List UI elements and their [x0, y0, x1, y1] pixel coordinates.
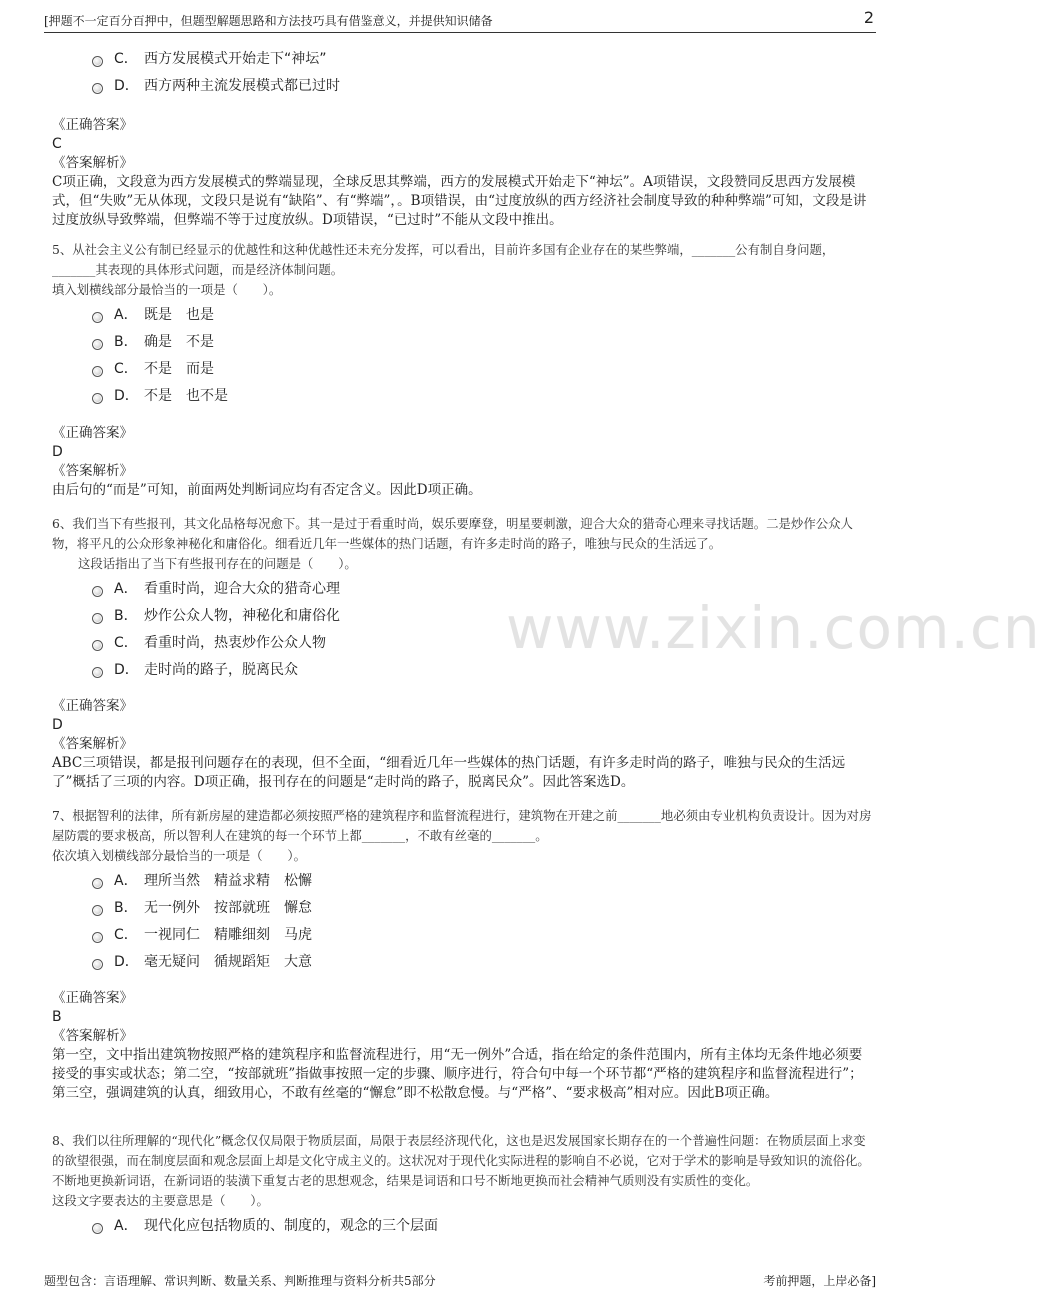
option-text: 一视同仁 精雕细刻 马虎: [144, 927, 312, 943]
option-row[interactable]: [52, 329, 872, 356]
answer-value: B: [52, 1009, 62, 1025]
option-row[interactable]: [52, 73, 872, 100]
analysis-text: 由后句的“而是”可知，前面两处判断词应均有否定含义。因此D项正确。: [52, 482, 482, 498]
radio-button-icon[interactable]: [92, 393, 103, 404]
option-label: B．: [114, 608, 138, 624]
option-row[interactable]: [52, 302, 872, 329]
option-label: A．: [114, 307, 138, 323]
question-6: [52, 514, 872, 684]
option-row[interactable]: [52, 630, 872, 657]
answer-label: 《正确答案》: [52, 698, 133, 714]
option-text: 看重时尚，热衷炒作公众人物: [144, 635, 326, 651]
option-label: A．: [114, 581, 138, 597]
option-label: A．: [114, 873, 138, 889]
question-8: [52, 1131, 872, 1240]
option-text: 看重时尚，迎合大众的猎奇心理: [144, 581, 340, 597]
answer-label: 《正确答案》: [52, 117, 133, 133]
q5-answer-block: [52, 424, 872, 500]
option-row[interactable]: [52, 949, 872, 976]
option-text: 无一例外 按部就班 懈怠: [144, 900, 312, 916]
option-text: 理所当然 精益求精 松懈: [144, 873, 312, 889]
q5-stem: 5、从社会主义公有制已经显示的优越性和这种优越性还未充分发挥，可以看出，目前许多国有企业存在的某些弊端，_______公有制自身问题，_______其表现的具体形式问题，而是经济体制问题。: [52, 242, 835, 277]
option-text: 西方两种主流发展模式都已过时: [144, 78, 340, 94]
page-number: 2: [863, 8, 874, 27]
radio-button-icon[interactable]: [92, 56, 103, 67]
q8-options: [52, 1213, 872, 1240]
answer-value: D: [52, 717, 63, 733]
q5-options: [52, 302, 872, 410]
answer-label: 《正确答案》: [52, 990, 133, 1006]
watermark: www.zixin.com.cn: [506, 594, 1041, 662]
q7-options: [52, 868, 872, 976]
question-5: [52, 240, 872, 410]
option-label: C．: [114, 51, 138, 67]
q6-answer-block: [52, 697, 872, 792]
q4-answer-block: [52, 116, 872, 230]
q5-prompt: 填入划横线部分最恰当的一项是（ ）。: [52, 282, 282, 297]
radio-button-icon[interactable]: [92, 339, 103, 350]
footer-left: 题型包含：言语理解、常识判断、数量关系、判断推理与资料分析共5部分: [44, 1274, 436, 1288]
option-text: 现代化应包括物质的、制度的，观念的三个层面: [144, 1218, 438, 1234]
option-label: A．: [114, 1218, 138, 1234]
option-label: D．: [114, 954, 139, 970]
option-label: D．: [114, 662, 139, 678]
radio-button-icon[interactable]: [92, 667, 103, 678]
radio-button-icon[interactable]: [92, 613, 103, 624]
option-row[interactable]: [52, 868, 872, 895]
option-label: D．: [114, 388, 139, 404]
option-row[interactable]: [52, 922, 872, 949]
radio-button-icon[interactable]: [92, 878, 103, 889]
q4-options: [52, 46, 872, 100]
radio-button-icon[interactable]: [92, 959, 103, 970]
radio-button-icon[interactable]: [92, 905, 103, 916]
analysis-label: 《答案解析》: [52, 1028, 133, 1044]
footer-right: 考前押题，上岸必备]: [763, 1274, 876, 1288]
option-row[interactable]: [52, 603, 872, 630]
option-label: B．: [114, 334, 138, 350]
q7-answer-block: [52, 989, 872, 1103]
analysis-label: 《答案解析》: [52, 463, 133, 479]
radio-button-icon[interactable]: [92, 1223, 103, 1234]
q8-stem: 8、我们以往所理解的“现代化”概念仅仅局限于物质层面，局限于表层经济现代化，这也是迟发展国家长期存在的一个普遍性问题：在物质层面上求变的欲望很强，而在制度层面和观念层面上却是文化守成主义的。这状况对于现代化实际进程的影响自不必说，它对于学术的影响是导致知识的流俗化。不断地更换新词语，在新词语的装潢下重复古老的思想观念，结果是词语和口号不断地更换而社会精神气质则没有实质性的变化。: [52, 1133, 870, 1188]
option-text: 走时尚的路子，脱离民众: [144, 662, 298, 678]
option-text: 西方发展模式开始走下“神坛”: [144, 51, 327, 67]
option-text: 既是 也是: [144, 307, 214, 323]
question-4-tail: [52, 44, 872, 100]
analysis-text: 第一空，文中指出建筑物按照严格的建筑程序和监督流程进行，用“无一例外”合适，指在给定的条件范围内，所有主体均无条件地必须要接受的事实或状态；第二空，“按部就班”指做事按照一定的步骤、顺序进行，符合句中每一个环节都“严格的建筑程序和监督流程进行”；第三空，强调建筑的认真，细致用心，不敢有丝毫的“懈怠”即不松散怠慢。与“严格”、“要求极高”相对应。因此B项正确。: [52, 1047, 863, 1101]
q7-prompt: 依次填入划横线部分最恰当的一项是（ ）。: [52, 848, 307, 863]
option-label: C．: [114, 927, 138, 943]
option-text: 确是 不是: [144, 334, 214, 350]
answer-label: 《正确答案》: [52, 425, 133, 441]
q6-stem: 6、我们当下有些报刊，其文化品格每况愈下。其一是过于看重时尚，娱乐要摩登，明星要刺激，迎合大众的猎奇心理来寻找话题。二是炒作公众人物，将平凡的公众形象神秘化和庸俗化。细看近几年一些媒体的热门话题，有许多走时尚的路子，唯独与民众的生活远了。: [52, 516, 853, 551]
option-row[interactable]: [52, 383, 872, 410]
radio-button-icon[interactable]: [92, 932, 103, 943]
analysis-label: 《答案解析》: [52, 736, 133, 752]
header-text: [押题不一定百分百押中，但题型解题思路和方法技巧具有借鉴意义，并提供知识储备: [44, 14, 493, 28]
analysis-text: C项正确，文段意为西方发展模式的弊端显现，全球反思其弊端，西方的发展模式开始走下“神坛”。A项错误，文段赞同反思西方发展模式，但“失败”无从体现，文段只是说有“缺陷”、有“弊端”，。B项错误，由“过度放纵的西方经济社会制度导致的种种弊端”可知，文段是讲过度放纵导致弊端，但弊端不等于过度放纵。D项错误，“已过时”不能从文段中推出。: [52, 174, 867, 228]
option-label: C．: [114, 361, 138, 377]
option-text: 炒作公众人物，神秘化和庸俗化: [144, 608, 340, 624]
radio-button-icon[interactable]: [92, 312, 103, 323]
option-text: 毫无疑问 循规蹈矩 大意: [144, 954, 312, 970]
option-label: C．: [114, 635, 138, 651]
option-row[interactable]: [52, 576, 872, 603]
option-text: 不是 也不是: [144, 388, 228, 404]
analysis-text: ABC三项错误，都是报刊问题存在的表现，但不全面，“细看近几年一些媒体的热门话题，有许多走时尚的路子，唯独与民众的生活远了”概括了三项的内容。D项正确，报刊存在的问题是“走时尚的路子，脱离民众”。因此答案选D。: [52, 755, 846, 790]
page-header: [44, 8, 876, 33]
option-row[interactable]: [52, 1213, 872, 1240]
radio-button-icon[interactable]: [92, 366, 103, 377]
radio-button-icon[interactable]: [92, 586, 103, 597]
option-row[interactable]: [52, 46, 872, 73]
radio-button-icon[interactable]: [92, 83, 103, 94]
question-7: [52, 806, 872, 976]
answer-value: D: [52, 444, 63, 460]
q8-prompt: 这段文字要表达的主要意思是（ ）。: [52, 1193, 269, 1208]
option-row[interactable]: [52, 657, 872, 684]
option-row[interactable]: [52, 356, 872, 383]
answer-value: C: [52, 136, 62, 152]
option-text: 不是 而是: [144, 361, 214, 377]
option-row[interactable]: [52, 895, 872, 922]
radio-button-icon[interactable]: [92, 640, 103, 651]
q6-options: [52, 576, 872, 684]
q6-prompt: 这段话指出了当下有些报刊存在的问题是（ ）。: [78, 556, 357, 571]
option-label: D．: [114, 78, 139, 94]
analysis-label: 《答案解析》: [52, 155, 133, 171]
option-label: B．: [114, 900, 138, 916]
q7-stem: 7、根据智利的法律，所有新房屋的建造都必须按照严格的建筑程序和监督流程进行，建筑物在开建之前_______地必须由专业机构负责设计。因为对房屋防震的要求极高，所以智利人在建筑的每一个环节上都_______，不敢有丝毫的_______。: [52, 808, 872, 843]
